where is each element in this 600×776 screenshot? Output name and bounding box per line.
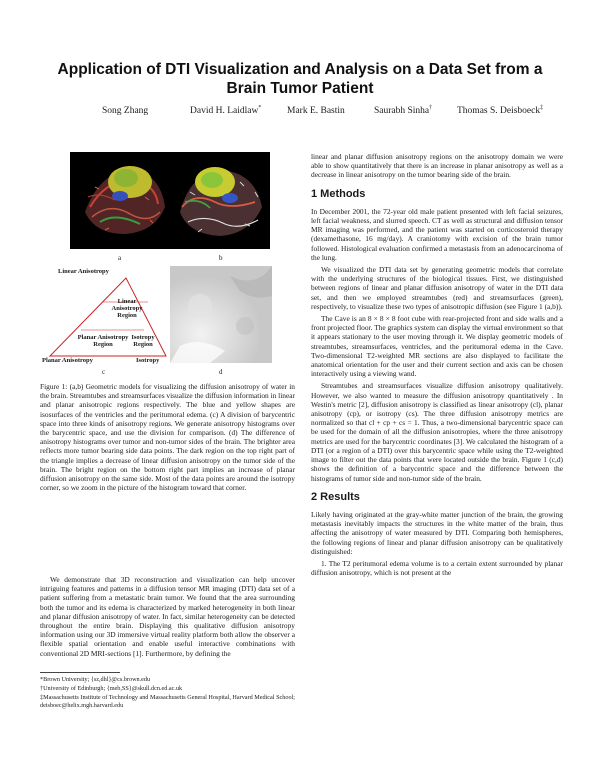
continuation-paragraph: linear and planar diffusion anisotropy regions on the anisotropy domain we were able to show quantitatively that there is an increase in planar anisotropy as well as a decrease in linear anisotropy on the tumor bearing side of the brain. [311, 152, 563, 180]
results-paragraph-1: Likely having originated at the gray-white matter junction of the brain, the growing metastasis inevitably impacts the structures in the white matter of the brain, thus affecting the anisotropy of water measured by DTI. Comparing both hemispheres, the following regions of linear and planar diffusion anisotropy can be qualitatively distinguished: [311, 509, 563, 556]
intro-paragraph: We demonstrate that 3D reconstruction and visualization can help uncover intriguing features and patterns in a diffusion tensor MR imaging (DTI) data set of a patient suffering from a metastatic brain tumor. We found that the area surrounding both the tumor and its edema is characterized by marked heterogeneity in both linear and planar diffusion anisotropy of water. In fact, similar heterogeneity can be detected throughout the entire brain. Displaying this qualitative diffusion anisotropy information using our 3D immersive virtual reality platform both allow the observer a flexible spatial orientation and enable useful interactive combinations with conventional 2D MRI-sections [1]. Furthermore, by defining the [40, 575, 295, 658]
figure-panel-d-histogram [170, 266, 272, 363]
footnotes [40, 672, 295, 711]
figure-label-b: b [219, 254, 223, 262]
methods-paragraph-4: Streamtubes and streamsurfaces visualize diffusion anisotropy qualitatively. However, we also wanted to measure the diffusion anisotropy quantitatively . In Westin's metric [2], diffusion anisotropy is classified as linear anisotropy (cl), planar anisotropy (cp), or isotropy (cs). The three diffusion anisotropy metrics are normalized so that cl + cp + cs = 1. Thus, a two-dimensional barycentric space can be used for the domain of all the diffusion anisotropies, where the three anisotropy metrics are used for the barycentric coordinates [3]. We calculated the histogram of a DTI (or a region of a DTI) over this barycentric space while using the T2-weighted image to filter out the data points that were located outside the brain. Figure 1 (c,d) shows the definition of a barycentric space and the difference between the histograms of tumor side and non-tumor side of the brain. [311, 381, 563, 483]
author-2: David H. Laidlaw* [190, 105, 262, 117]
author-5: Thomas S. Deisboeck‡ [457, 105, 544, 117]
figure-label-c: c [102, 368, 106, 376]
triangle-top-label: Linear Anisotropy [58, 268, 109, 275]
figure-caption: Figure 1: (a,b) Geometric models for visualizing the diffusion anisotropy of water in the brain. Streamtubes and streamsurfaces visualize the diffusion information in linear and planar anisotropic regions respectively. The blue and yellow shapes are isosurfaces of the ventricles and the peritumoral edema. (c) A division of barycentric space into three kinds of anisotropy regions. We generate anisotropy histograms over the barycentric space, and use the division for comparison. (d) The difference of anisotropy histograms over tumor and non-tumor sides of the brain. The brighter area reflects more tumor bearing side data points. The dark region on the top right part of the triangle implies a decrease of linear diffusion anisotropy on the tumor side of the brain. The bright region on the bottom right part implies an increase of planar diffusion anisotropy on the same side. Most of the data points are around the isotropy corner, so we zoom in the picture of the histogram toward that corner. [40, 382, 295, 493]
methods-paragraph-3: The Cave is an 8 × 8 × 8 foot cube with rear-projected front and side walls and a front projected floor. The graphics system can display the virtual environment so that it appears stationary to the user moving through it. We display geometric models of streamtubes, streamsurfaces, ventricles, and the peritumoral edema in the Cave. Two-dimensional T2-weighted MR sections are also displayed to facilitate the anatomical orientation for the user and their current section and axis can be chosen interactively using a viewing wand. [311, 314, 563, 379]
methods-paragraph-1: In December 2001, the 72-year old male patient presented with left facial seizures, left facial weakness, and slurred speech. CT as well as structural and diffusion tensor MR imaging was performed, and the patient was started on corticosteroid therapy (dexamethasone, 16 mg/day). A craniotomy with excision of the brain tumor followed. Histological evaluation confirmed a metastasis from an adenocarcinoma of the lung. [311, 206, 563, 262]
triangle-isotropy-region-label: Isotropy Region [131, 334, 155, 348]
author-1: Song Zhang [102, 106, 149, 117]
paper-title: Application of DTI Visualization and Analysis on a Data Set from a Brain Tumor Patient [57, 61, 543, 97]
triangle-bottom-right-label: Isotropy [136, 357, 160, 364]
triangle-linear-region-label: Linear Anisotropy Region [111, 298, 143, 319]
figure-panel-a-image [70, 152, 175, 249]
methods-heading: 1 Methods [311, 187, 366, 200]
results-heading: 2 Results [311, 490, 360, 503]
figure-panel-b-image [170, 152, 270, 249]
footnote-edinburgh: †University of Edinburgh; {meb,SS}@skull.dcn.ed.ac.uk [40, 685, 183, 692]
barycentric-triangle-diagram [40, 266, 170, 366]
results-paragraph-2: 1. The T2 peritumoral edema volume is to a certain extent surrounded by planar diffusion anisotropy, which is not present at the [311, 558, 563, 578]
figure-label-a: a [118, 254, 122, 262]
footnote-brown: *Brown University; {sz,dhl}@cs.brown.edu [40, 676, 151, 683]
triangle-planar-region-label: Planar Anisotropy Region [77, 334, 129, 348]
figure-label-d: d [219, 368, 223, 376]
right-column-body [311, 152, 563, 580]
triangle-bottom-left-label: Planar Anisotropy [42, 357, 93, 364]
footnote-mit: ‡Massachusetts Institute of Technology and Massachusetts General Hospital, Harvard Medical School; deisboec@helix.mgh.harvard.edu [40, 694, 295, 709]
author-4: Saurabh Sinha† [374, 105, 433, 117]
author-list [0, 105, 600, 119]
methods-paragraph-2: We visualized the DTI data set by generating geometric models that correlate with the underlying structures of the biological tissues. First, we distinguished between regions of linear and planar diffusion anisotropy of water in the DTI data set, and then we employed streamtubes (red) and streamsurfaces (green), respectively, to visualize these two types of anisotropic diffusion (see Figure 1 (a,b)). [311, 265, 563, 311]
author-3: Mark E. Bastin [287, 106, 345, 117]
left-column-body [40, 575, 295, 661]
footnote-rule [40, 672, 120, 673]
